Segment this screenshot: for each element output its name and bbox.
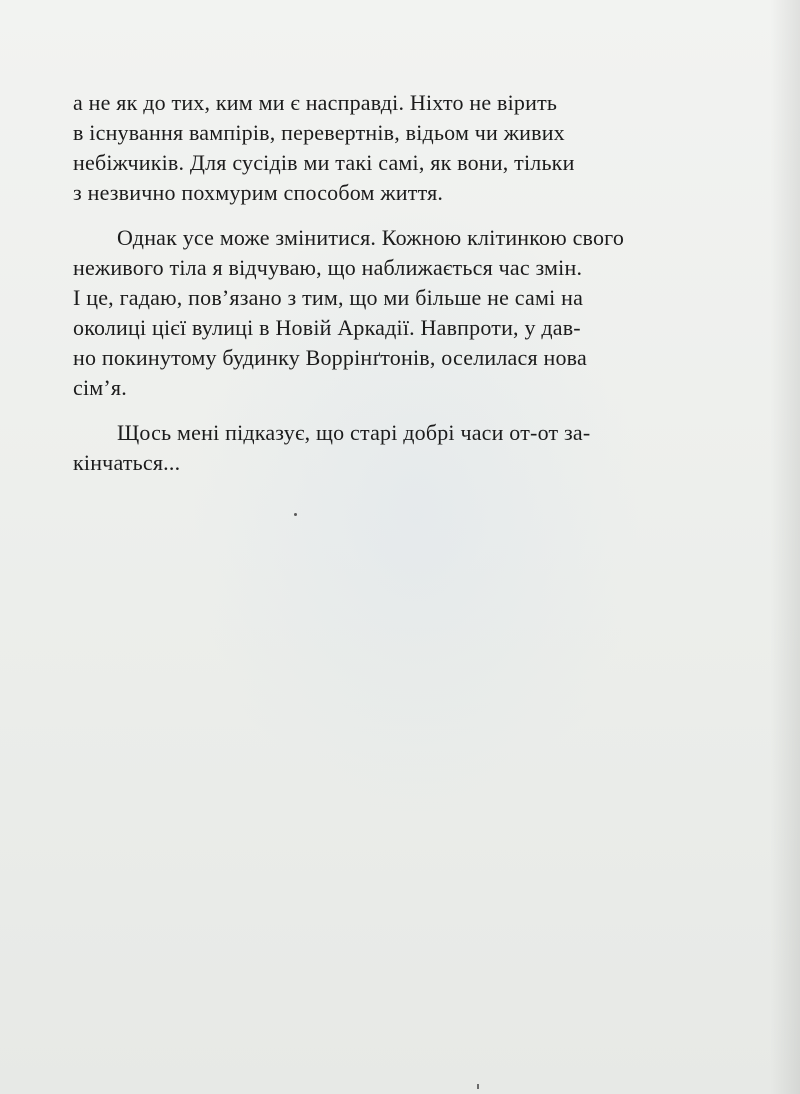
print-speck — [294, 513, 297, 516]
text-line: а не як до тих, ким ми є насправді. Ніхто не вірить — [73, 90, 558, 115]
text-line: кінчаться... — [73, 450, 181, 475]
text-line: Однак усе може змінитися. Кожною клітинкою свого — [117, 225, 625, 250]
paragraph-1 — [73, 88, 685, 208]
text-line: околиці цієї вулиці в Новій Аркадії. Навпроти, у дав- — [73, 315, 581, 340]
page-edge-shadow — [770, 0, 800, 1094]
text-line: неживого тіла я відчуваю, що наближається час змін. — [73, 255, 583, 280]
text-line: но покинутому будинку Воррінґтонів, оселилася нова — [73, 345, 587, 370]
paragraph-2 — [73, 223, 685, 403]
print-speck — [477, 1084, 479, 1089]
text-line: Щось мені підказує, що старі добрі часи от-от за- — [117, 420, 591, 445]
body-text — [73, 88, 685, 493]
paragraph-3 — [73, 418, 685, 478]
text-line: І це, гадаю, пов’язано з тим, що ми більше не самі на — [73, 285, 584, 310]
text-line: з незвично похмурим способом життя. — [73, 180, 444, 205]
text-line: сім’я. — [73, 375, 127, 400]
text-line: небіжчиків. Для сусідів ми такі самі, як вони, тільки — [73, 150, 575, 175]
text-line: в існування вампірів, перевертнів, відьом чи живих — [73, 120, 565, 145]
